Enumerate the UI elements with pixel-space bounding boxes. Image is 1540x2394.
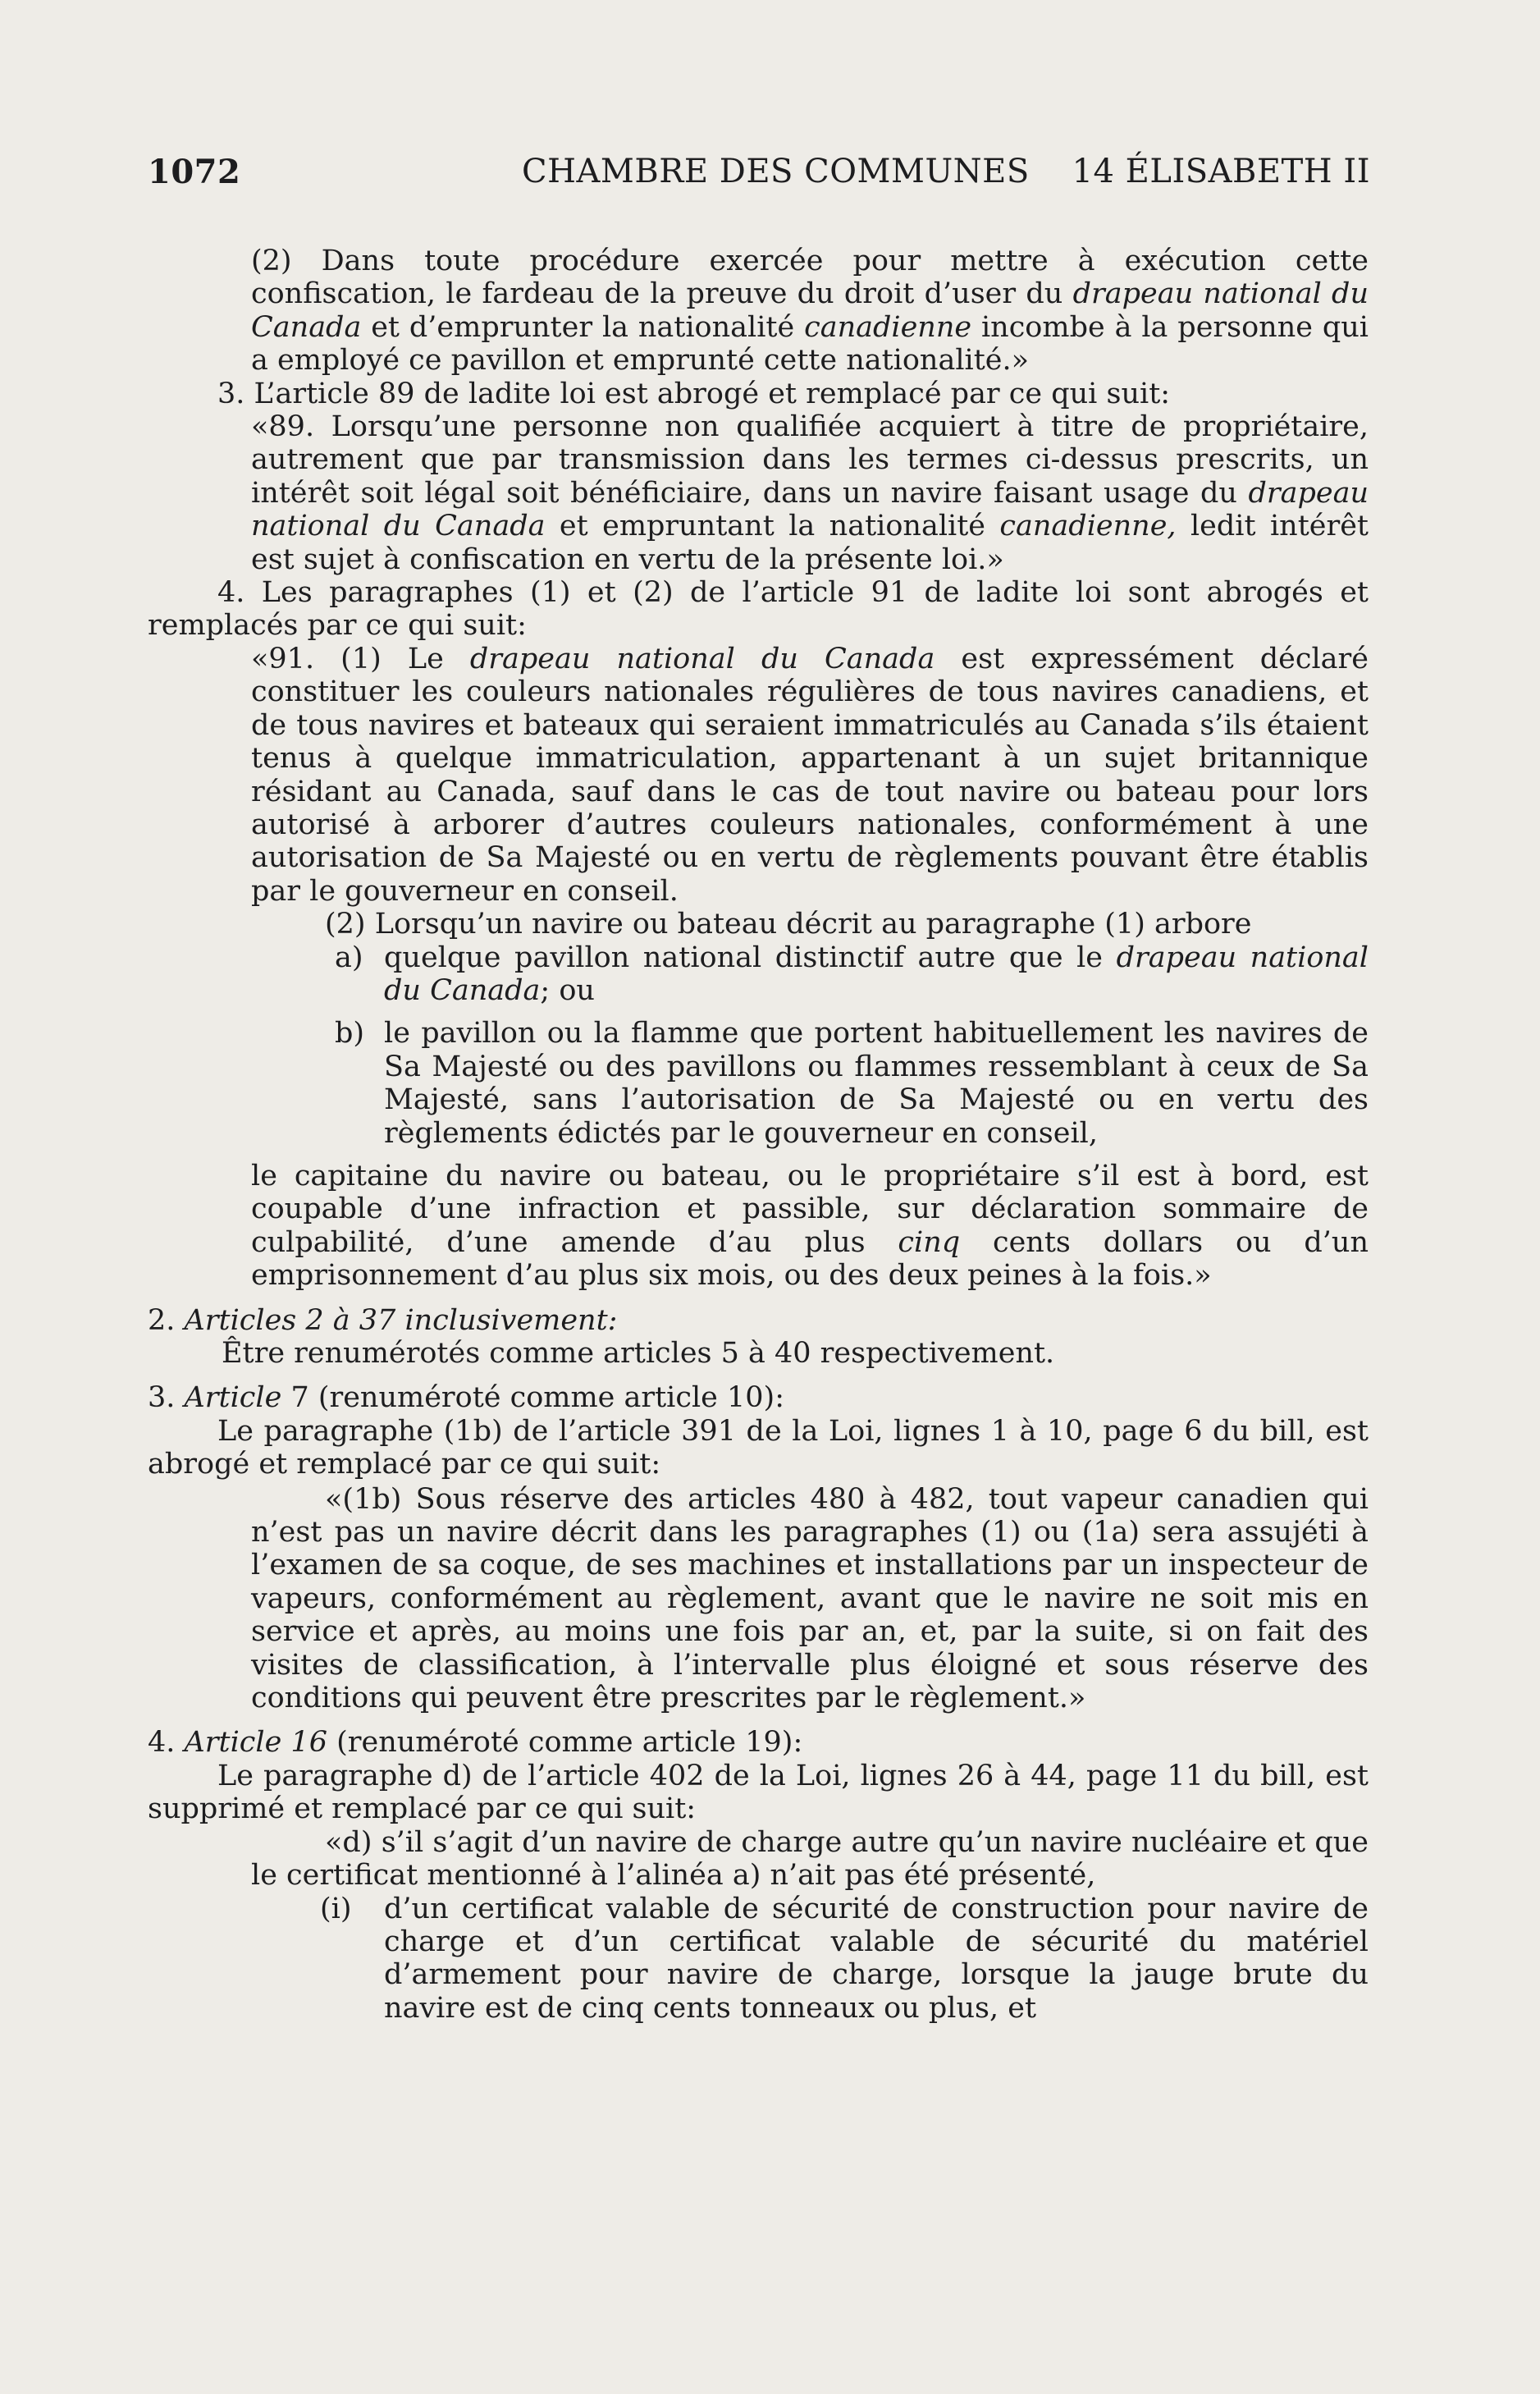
list-item-i — [148, 1893, 1369, 2026]
list-item-text: le pavillon ou la flamme que portent habituellement les navires de Sa Majesté ou des pavillons ou flammes ressemblant à ceux de Sa Majesté, sans l’autorisation de Sa Majesté ou en vertu des règlements édictés par le gouverneur en conseil, — [384, 1017, 1369, 1150]
amendment-2-text: Être renumérotés comme articles 5 à 40 respectivement. — [222, 1337, 1055, 1370]
paragraph-article-91-text: «91. (1) Le drapeau national du Canada est expressément déclaré constituer les couleurs nationales régulières de tous navires canadiens, et de tous navires et bateaux qui seraient immatriculés au Canada s’ils étaient tenus à quelque immatriculation, appartenant à un sujet britannique résidant au Canada, sauf dans le cas de tout navire ou bateau pour lors autorisé à arborer d’autres couleurs nationales, conformément à une autorisation de Sa Majesté ou en vertu de règlements pouvant être établis par le gouverneur en conseil. — [251, 642, 1369, 908]
list-item-label: a) — [335, 941, 363, 974]
amendment-2-heading: 2. Articles 2 à 37 inclusivement: — [148, 1303, 618, 1337]
paragraph-article-89-text: «89. Lorsqu’une personne non qualifiée acquiert à titre de propriétaire, autrement que par transmission dans les termes ci-dessus prescrits, un intérêt soit légal soit bénéficiaire, dans un navire faisant usage du drapeau national du Canada et empruntant la nationalité canadienne, ledit intérêt est sujet à confiscation en vertu de la présente loi.» — [251, 410, 1369, 576]
amendment-3-heading: 3. Article 7 (renuméroté comme article 10): — [148, 1381, 784, 1415]
page-body — [148, 245, 1369, 2025]
paragraph-article-89-repeal: 3. L’article 89 de ladite loi est abrogé et remplacé par ce qui suit: — [217, 377, 1171, 410]
amendment-4-heading: 4. Article 16 (renuméroté comme article 19): — [148, 1726, 803, 1760]
running-title: CHAMBRE DES COMMUNES — [522, 153, 1030, 190]
paragraph-penalty: le capitaine du navire ou bateau, ou le propriétaire s’il est à bord, est coupable d’une infraction et passible, sur déclaration sommaire de culpabilité, d’une amende d’au plus cinq cents dollars ou d’un emprisonnement d’au plus six mois, ou des deux peines à la fois.» — [251, 1159, 1369, 1293]
page-number: 1072 — [148, 153, 241, 191]
amendment-4-quote: «d) s’il s’agit d’un navire de charge autre qu’un navire nucléaire et que le certificat mentionné à l’alinéa a) n’ait pas été présenté, — [251, 1825, 1369, 1893]
list-item-label: b) — [335, 1017, 365, 1051]
paragraph-confiscation-proof: (2) Dans toute procédure exercée pour mettre à exécution cette confiscation, le fardeau de la preuve du droit d’user du drapeau national du Canada et d’emprunter la nationalité canadienne incombe à la personne qui a employé ce pavillon et emprunté cette nationalité.» — [251, 245, 1369, 378]
amendment-3-quote: «(1b) Sous réserve des articles 480 à 482, tout vapeur canadien qui n’est pas un navire décrit dans les paragraphes (1) ou (1a) sera assujéti à l’examen de sa coque, de ses machines et installations par un inspecteur de vapeurs, conformément au règlement, avant que le navire ne soit mis en service et après, au moins une fois par an, et, par la suite, si on fait des visites de classification, à l’intervalle plus éloigné et sous réserve des conditions qui peuvent être prescrites par le règlement.» — [251, 1482, 1369, 1715]
list-item-b — [148, 1017, 1369, 1150]
amendment-3-text: Le paragraphe (1b) de l’article 391 de la Loi, lignes 1 à 10, page 6 du bill, est abrogé et remplacé par ce qui suit: — [148, 1414, 1369, 1481]
paragraph-91-2: (2) Lorsqu’un navire ou bateau décrit au paragraphe (1) arbore — [325, 908, 1252, 941]
paragraph-article-91-repeal: 4. Les paragraphes (1) et (2) de l’article 91 de ladite loi sont abrogés et remplacés par ce qui suit: — [148, 576, 1369, 643]
list-item-text: d’un certificat valable de sécurité de construction pour navire de charge et d’un certificat valable de sécurité du matériel d’armement pour navire de charge, lorsque la jauge brute du navire est de cinq cents tonneaux ou plus, et — [384, 1892, 1369, 2025]
amendment-4-text: Le paragraphe d) de l’article 402 de la Loi, lignes 26 à 44, page 11 du bill, est supprimé et remplacé par ce qui suit: — [148, 1759, 1369, 1826]
list-item-label: (i) — [320, 1892, 352, 1925]
list-item-text: quelque pavillon national distinctif autre que le drapeau national du Canada; ou — [384, 941, 1369, 1007]
session-label: 14 ÉLISABETH II — [1072, 153, 1370, 190]
list-item-a — [148, 941, 1369, 1008]
